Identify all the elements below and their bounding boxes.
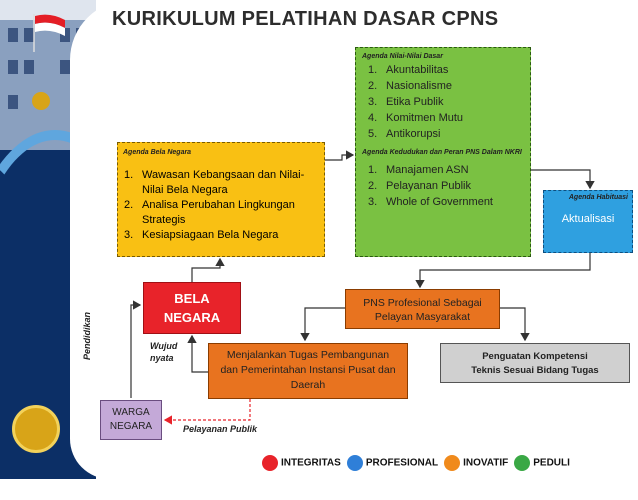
arrow-warga-to-belanegara (131, 305, 140, 398)
agenda-habituasi-box (543, 190, 633, 253)
agenda-item: 2. Analisa Perubahan Lingkungan Strategis (118, 198, 324, 228)
agenda-bela-negara-box (117, 142, 325, 257)
aktualisasi-label: Aktualisasi (561, 213, 615, 225)
agenda-item-text: Analisa Perubahan Lingkungan Strategis (142, 199, 295, 226)
arrow-bela-to-nilai (325, 155, 353, 160)
agenda-nilai-dasar-box (355, 47, 531, 257)
agenda-habituasi-header: Agenda Habituasi (568, 194, 628, 201)
nilai-dasar-list (356, 62, 530, 142)
inovatif-icon (444, 455, 460, 471)
list-item: 1. Manajamen ASN (368, 164, 469, 176)
arrow-nilai-to-habituasi (531, 170, 590, 188)
values-legend (262, 452, 570, 474)
pns-profesional-box (345, 289, 500, 329)
arrow-habituasi-to-pns (420, 253, 590, 287)
agenda-item: 3. Kesiapsiagaan Bela Negara (118, 228, 324, 243)
agenda-nilai-dasar-header: Agenda Nilai-Nilai Dasar (362, 53, 443, 60)
list-item: 1. Akuntabilitas (368, 64, 449, 76)
agenda-item-text: Wawasan Kebangsaan dan Nilai-Nilai Bela Negara (142, 169, 305, 196)
page-title: KURIKULUM PELATIHAN DASAR CPNS (112, 8, 499, 30)
agenda-bela-negara-header: Agenda Bela Negara (123, 149, 192, 156)
pelayanan-publik-label: Pelayanan Publik (183, 424, 258, 434)
peduli-icon (514, 455, 530, 471)
wujud-nyata-label: Wujud nyata (150, 341, 178, 363)
integritas-icon (262, 455, 278, 471)
warga-negara-box (100, 400, 162, 440)
agenda-item: 1. Wawasan Kebangsaan dan Nilai-Nilai Bela Negara (118, 168, 324, 198)
list-item: 5. Antikorupsi (368, 128, 441, 140)
list-item: 3. Etika Publik (368, 96, 444, 108)
legend-item: PEDULI (514, 455, 570, 471)
bela-negara-box (143, 282, 241, 334)
warga-negara-label: WARGA NEGARA (109, 407, 153, 432)
legend-item: INOVATIF (444, 455, 508, 471)
arrow-tugas-to-belanegara (192, 336, 208, 372)
profesional-icon (347, 455, 363, 471)
list-item: 3. Whole of Government (368, 196, 493, 208)
penguatan-kompetensi-label: Penguatan Kompetensi Teknis Sesuai Bidang Tugas (471, 351, 599, 376)
bela-negara-label: BELA NEGARA (163, 291, 221, 325)
legend-item: PROFESIONAL (347, 455, 438, 471)
legend-item: INTEGRITAS (262, 455, 341, 471)
penguatan-kompetensi-box (440, 343, 630, 383)
list-item: 2. Pelayanan Publik (368, 180, 472, 192)
arrow-pns-to-penguatan (500, 308, 525, 340)
agenda-item-text: Kesiapsiagaan Bela Negara (142, 229, 279, 241)
list-item: 2. Nasionalisme (368, 80, 453, 92)
menjalankan-tugas-label: Menjalankan Tugas Pembangunan dan Pemerintahan Instansi Pusat dan Daerah (220, 349, 396, 391)
arrow-pns-to-tugas (305, 308, 345, 340)
arrow-pelayanan-publik (165, 399, 250, 420)
pns-profesional-label: PNS Profesional Sebagai Pelayan Masyarakat (363, 297, 482, 323)
agenda-kedudukan-header: Agenda Kedudukan dan Peran PNS Dalam NKRI (362, 149, 522, 156)
kedudukan-list (356, 162, 530, 210)
pendidikan-label: Pendidikan (82, 311, 92, 360)
list-item: 4. Komitmen Mutu (368, 112, 464, 124)
arrow-belanegara-to-agenda (192, 259, 220, 282)
menjalankan-tugas-box (208, 343, 408, 399)
